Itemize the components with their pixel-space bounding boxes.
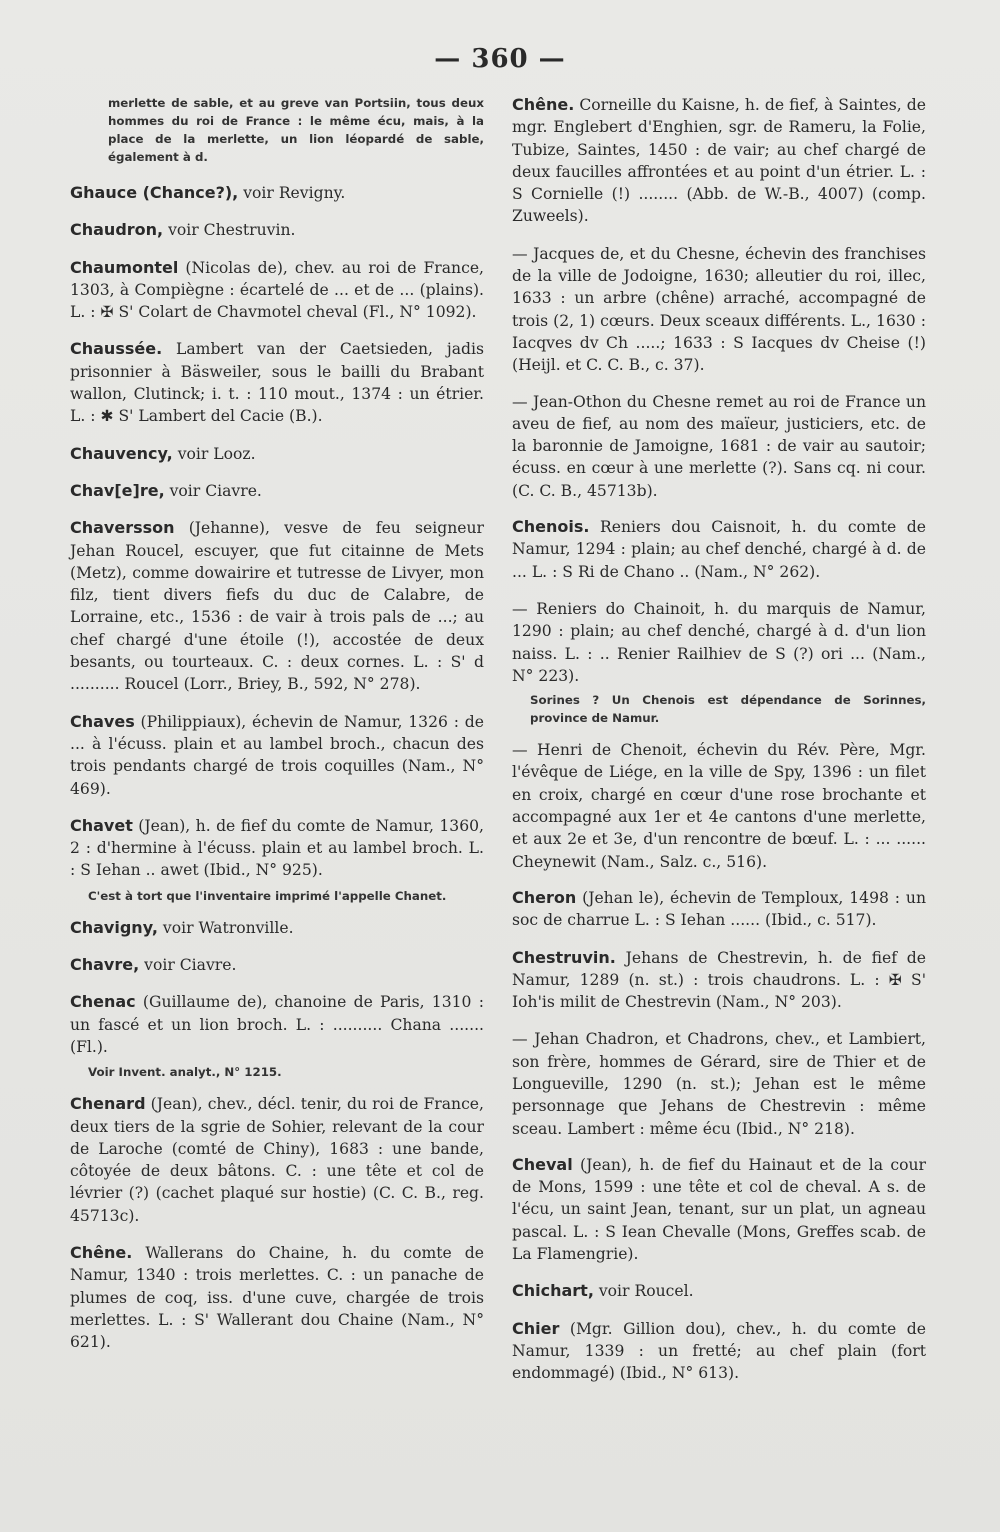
entry-text: Corneille du Kaisne, h. de fief, à Saintes, de mgr. Englebert d'Enghien, sgr. de Rameru, la Folie, Tubize, Saintes, 1450 : de vair; au chef chargé de deux faucilles affrontées et au point d'un étrier. L. : S Cornielle (!) ........ (Abb. de W.-B., 4007) (comp. Zuweels). <box>512 96 926 226</box>
entry-text: — Jacques de, et du Chesne, échevin des franchises de la ville de Jodoigne, 1630; alleutier du roi, illec, 1633 : un arbre (chêne) arraché, accompagné de trois (2, 1) cœurs. Deux sceaux différents. L., 1630 : Iacqves dv Ch .....; 1633 : S Iacques dv Cheise (!) (Heijl. et C. C. B., c. 37). <box>512 244 926 375</box>
entry-headword: Chêne. <box>70 1242 133 1262</box>
entry <box>70 815 484 882</box>
entry-headword: Chaversson <box>70 518 175 538</box>
entry-text: (Jean), chev., décl. tenir, du roi de France, deux tiers de la sgrie de Sohier, relevant de la cour de Laroche (comté de Chiny), 1683 : une bande, côtoyée de deux bâtons. C. : une tête et col de lévrier (?) (cachet plaqué sur hostie) (C. C. B., reg. 45713c). <box>70 1095 484 1225</box>
entry <box>70 443 484 465</box>
entry-headword: Chêne. <box>512 95 575 114</box>
entry <box>70 257 484 324</box>
entry-text: (Guillaume de), chanoine de Paris, 1310 : un fascé et un lion broch. L. : .......... Chana ....... (Fl.). <box>70 993 484 1056</box>
entry-text: voir Ciavre. <box>139 956 237 975</box>
entry-headword: Chenois. <box>512 517 590 537</box>
entry <box>512 598 926 687</box>
entry <box>512 1280 926 1302</box>
entry-text: (Nicolas de), chev. au roi de France, 1303, à Compiègne : écartelé de ... et de ... (plains). L. : ✠ S' Colart de Chavmotel cheval (Fl., N° 1092). <box>70 258 484 322</box>
entry <box>70 338 484 427</box>
entry <box>70 219 484 241</box>
entry-text: voir Ciavre. <box>164 481 262 500</box>
entry-text: voir Revigny. <box>238 184 346 202</box>
entry <box>70 954 484 976</box>
entry-headword: Chav[e]re, <box>70 480 165 500</box>
entry-headword: Chauvency, <box>70 443 173 463</box>
entry-note: C'est à tort que l'inventaire imprimé l'appelle Chanet. <box>88 888 447 903</box>
entry-headword: Chaves <box>70 711 135 731</box>
entry <box>512 1154 926 1265</box>
entry <box>70 1242 484 1353</box>
entry-text: Wallerans do Chaine, h. du comte de Namur, 1340 : trois merlettes. C. : un panache de plumes de coq, iss. d'une cuve, chargée de trois merlettes. L. : S' Wallerant dou Chaine (Nam., N° 621). <box>70 1243 484 1352</box>
entry <box>70 917 484 939</box>
top-note: merlette de sable, et au greve van Portsiin, tous deux hommes du roi de France : le même écu, mais, à la place de la merlette, un lion léopardé de sable, également à d. <box>108 96 484 164</box>
entry <box>512 391 926 502</box>
entry-headword: Chenard <box>70 1094 146 1114</box>
entry <box>70 1093 484 1227</box>
entry-note: Voir Invent. analyt., N° 1215. <box>88 1065 282 1080</box>
entry <box>70 480 484 502</box>
left-entries <box>70 182 484 1353</box>
entry-text: Jehans de Chestrevin, h. de fief de Namur, 1289 (n. st.) : trois chaudrons. L. : ✠ S' Ioh'is milit de Chestrevin (Nam., N° 203). <box>512 948 926 1012</box>
entry-text: voir Looz. <box>172 444 256 463</box>
entry-headword: Chier <box>512 1318 560 1338</box>
entry-headword: Chavet <box>70 815 133 835</box>
entry-text: (Mgr. Gillion dou), chev., h. du comte de Namur, 1339 : un fretté; au chef plain (fort endommagé) (Ibid., N° 613). <box>512 1319 926 1383</box>
entry <box>512 516 926 583</box>
entry <box>70 182 484 204</box>
entry-text: (Jean), h. de fief du comte de Namur, 1360, 2 : d'hermine à l'écuss. plain et au lambel broch. L. : S Iehan .. awet (Ibid., N° 925). <box>70 816 484 880</box>
entry <box>512 94 926 228</box>
entry-headword: Chavre, <box>70 955 140 975</box>
entry <box>512 887 926 932</box>
entry-text: — Jean-Othon du Chesne remet au roi de France un aveu de fief, au nom des maïeur, justiciers, etc. de la baronnie de Jamoigne, 1681 : de vair au sautoir; écuss. en cœur à une merlette (?). Sans cq. ni cour. (C. C. B., 45713b). <box>512 392 926 500</box>
entry-text: (Philippiaux), échevin de Namur, 1326 : de ... à l'écuss. plain et au lambel broch., chacun des trois pendants chargé de trois coquilles (Nam., N° 469). <box>70 712 484 798</box>
entry-headword: Chaussée. <box>70 339 163 359</box>
entry <box>512 739 926 873</box>
right-entries <box>512 94 926 1385</box>
entry <box>512 243 926 377</box>
entry-headword: Chichart, <box>512 1281 594 1301</box>
page-number: — 360 — <box>434 44 566 74</box>
entry-text: (Jehan le), échevin de Temploux, 1498 : un soc de charrue L. : S Iehan ...... (Ibid., c. 517). <box>512 888 926 930</box>
entry-headword: Chestruvin. <box>512 947 616 967</box>
entry-headword: Cheval <box>512 1154 573 1174</box>
entry <box>70 517 484 695</box>
entry-text: voir Chestruvin. <box>163 221 296 240</box>
entry-headword: Cheron <box>512 887 577 907</box>
left-column <box>70 94 484 1368</box>
entry-headword: Chavigny, <box>70 917 158 937</box>
entry-text: voir Watronville. <box>157 918 294 937</box>
entry-text: — Jehan Chadron, et Chadrons, chev., et Lambiert, son frère, hommes de Gérard, sire de Thier et de Longueville, 1290 (n. st.); Jehan est le même personnage que Jehans de Chestrevin : même sceau. Lambert : même écu (Ibid., N° 218). <box>512 1030 926 1138</box>
entry <box>512 1028 926 1139</box>
entry-note: Sorines ? Un Chenois est dépendance de Sorinnes, province de Namur. <box>530 693 926 726</box>
entry-headword: Chaudron, <box>70 220 164 240</box>
entry-text: — Reniers do Chainoit, h. du marquis de Namur, 1290 : plain; au chef denché, chargé à d. d'un lion naiss. L. : .. Renier Railhiev de S (?) ori ... (Nam., N° 223). <box>512 599 926 685</box>
entry-headword: Chenac <box>70 992 136 1012</box>
entry-text: (Jean), h. de fief du Hainaut et de la cour de Mons, 1599 : une tête et col de cheval. A s. de l'écu, un saint Jean, tenant, sur un plat, un agneau pascal. L. : S Iean Chevalle (Mons, Greffes scab. de La Flamengrie). <box>512 1155 926 1264</box>
entry <box>70 991 484 1058</box>
entry-text: (Jehanne), vesve de feu seigneur Jehan Roucel, escuyer, que fut citainne de Mets (Metz), comme dowairire et tutresse de Livyer, mon filz, tient divers fiefs du duc de Calabre, de Lorraine, etc., 1536 : de vair à trois pals de ...; au chef chargé d'une étoile (!), accostée de deux besants, ou tourteaux. C. : deux cornes. L. : S' d .......... Roucel (Lorr., Briey, B., 592, N° 278). <box>70 519 484 694</box>
entry-text: — Henri de Chenoit, échevin du Rév. Père, Mgr. l'évêque de Liége, en la ville de Spy, 1396 : un filet en croix, chargé en cœur d'une rose brochante et accompagné aux 1er et 4e cantons d'une merlette, et aux 2e et 3e, d'un rencontre de bœuf. L. : ... ...... Cheynewit (Nam., Salz. c., 516). <box>512 741 926 871</box>
right-column <box>512 94 926 1400</box>
entry <box>512 1318 926 1385</box>
entry-text: Lambert van der Caetsieden, jadis prisonnier à Bäsweiler, sous le bailli du Brabant wallon, Clutinck; i. t. : 110 mout., 1374 : un étrier. L. : ✱ S' Lambert del Cacie (B.). <box>70 340 484 426</box>
entry <box>512 947 926 1014</box>
entry-text: voir Roucel. <box>593 1282 694 1301</box>
entry-text: Reniers dou Caisnoit, h. du comte de Namur, 1294 : plain; au chef denché, chargé à d. de ... L. : S Ri de Chano .. (Nam., N° 262). <box>512 518 926 581</box>
entry-headword: Ghauce (Chance?), <box>70 183 239 202</box>
entry <box>70 711 484 800</box>
entry-headword: Chaumontel <box>70 257 179 277</box>
